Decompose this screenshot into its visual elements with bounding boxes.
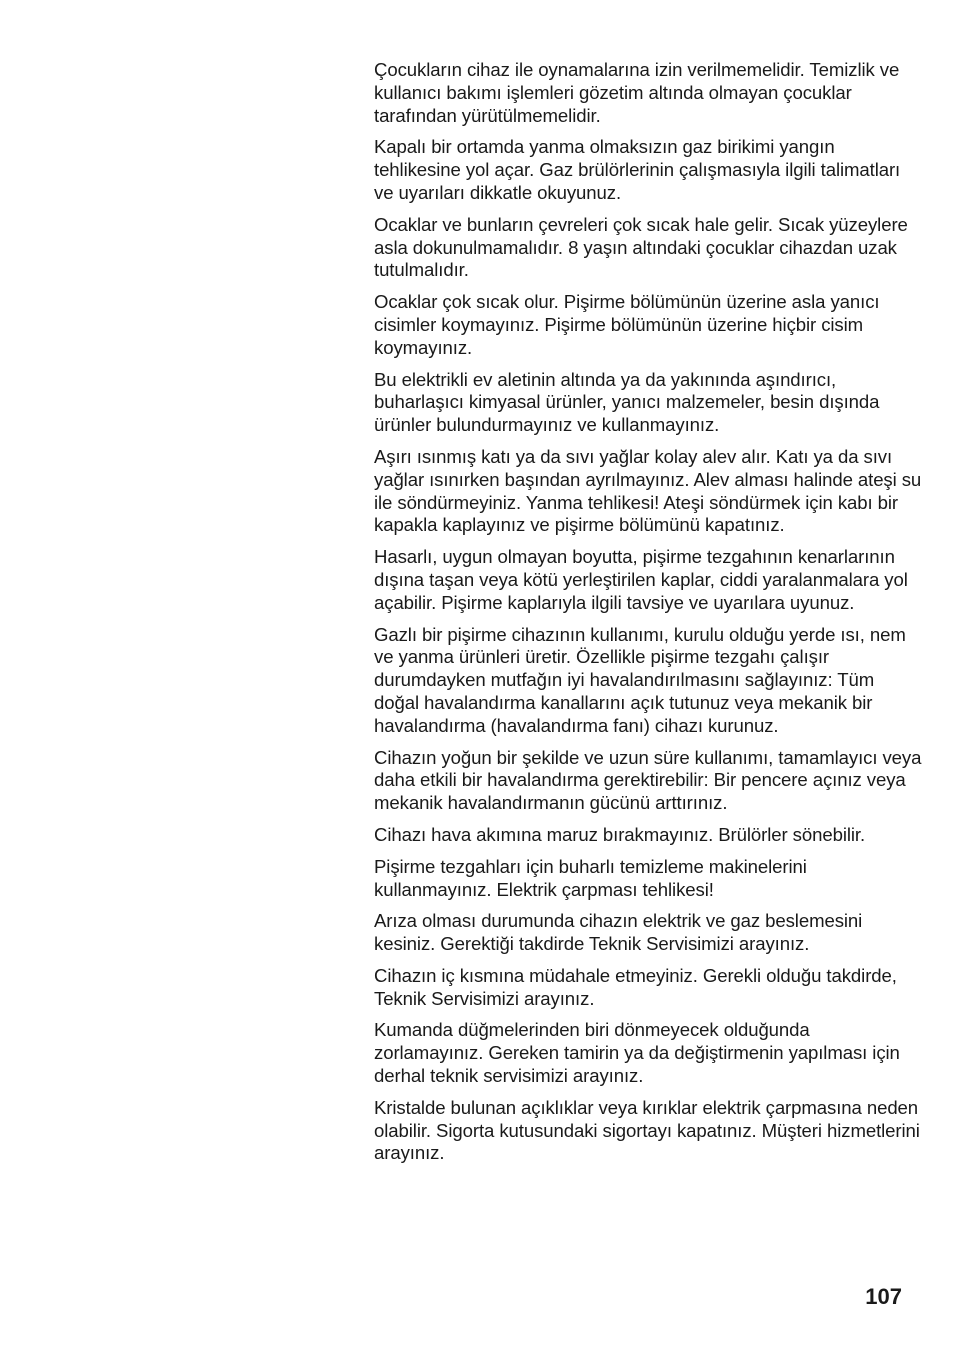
paragraph-control-knobs: Kumanda düğmelerinden biri dönmeyecek olduğunda zorlamayınız. Gereken tamirin ya da değiştirmenin yapılması için derhal teknik servisimizi arayınız. (374, 1019, 900, 1087)
paragraph-chemical-products: Bu elektrikli ev aletinin altında ya da yakınında aşındırıcı, buharlaşıcı kimyasal ürünler, yanıcı malzemeler, besin dışında ürünler bulundurmayınız ve kullanmayınız. (374, 368, 880, 436)
paragraph-overheated-oils: Aşırı ısınmış katı ya da sıvı yağlar kolay alev alır. Katı ya da sıvı yağlar ısınırken başından ayrılmayınız. Alev alması halinde ateşi su ile söndürmeyiniz. Yanma tehlikesi! Ateşi söndürmek için kabı bir kapakla kaplayınız ve pişirme bölümünü kapatınız. (374, 445, 922, 536)
paragraph-intensive-use: Cihazın yoğun bir şekilde ve uzun süre kullanımı, tamamlayıcı veya daha etkili bir havalandırma gerektirebilir: Bir pencere açınız veya mekanik havalandırmanın gücünü arttırınız. (374, 746, 922, 814)
paragraph-children-supervision: Çocukların cihaz ile oynamalarına izin verilmemelidir. Temizlik ve kullanıcı bakımı işlemleri gözetim altında olmayan çocuklar tarafından yürütülmemelidir. (374, 59, 900, 126)
paragraph-hot-surfaces: Ocaklar ve bunların çevreleri çok sıcak hale gelir. Sıcak yüzeylere asla dokunulmamalıdır. 8 yaşın altındaki çocuklar cihazdan uzak tutulmalıdır. (374, 213, 908, 281)
paragraph-internal-repairs: Cihazın iç kısmına müdahale etmeyiniz. Gerekli olduğu takdirde, Teknik Servisimizi arayınız. (374, 964, 897, 1009)
paragraph-damaged-pans: Hasarlı, uygun olmayan boyutta, pişirme tezgahının kenarlarının dışına taşan veya kötü yerleştirilen kaplar, ciddi yaralanmalara yol açabilir. Pişirme kaplarıyla ilgili tavsiye ve uyarılara uyunuz. (374, 546, 908, 613)
paragraph-malfunction: Arıza olması durumunda cihazın elektrik ve gaz beslemesini kesiniz. Gerektiği takdirde Teknik Servisimizi arayınız. (374, 910, 863, 955)
paragraph-flammable-objects: Ocaklar çok sıcak olur. Pişirme bölümünün üzerine asla yanıcı cisimler koymayınız. Pişirme bölümünün üzerine hiçbir cisim koymayınız. (374, 291, 880, 358)
paragraph-steam-cleaners: Pişirme tezgahları için buharlı temizleme makinelerini kullanmayınız. Elektrik çarpması tehlikesi! (374, 855, 807, 900)
page-number: 107 (865, 1284, 902, 1309)
paragraph-ventilation: Gazlı bir pişirme cihazının kullanımı, kurulu olduğu yerde ısı, nem ve yanma ürünleri üretir. Özellikle pişirme tezgahı çalışır durumdayken mutfağın iyi havalandırılmasını sağlayınız: Tüm doğal havalandırma kanallarını açık tutunuz veya mekanik bir havalandırma (havalandırma fanı) cihazı kurunuz. (374, 623, 906, 736)
paragraph-gas-accumulation: Kapalı bir ortamda yanma olmaksızın gaz birikimi yangın tehlikesine yol açar. Gaz brülörlerinin çalışmasıyla ilgili talimatları ve uyarıları dikkatle okuyunuz. (374, 136, 901, 203)
paragraph-draughts: Cihazı hava akımına maruz bırakmayınız. Brülörler sönebilir. (374, 823, 866, 845)
safety-instructions-column (374, 59, 922, 1174)
paragraph-glass-cracks: Kristalde bulunan açıklıklar veya kırıklar elektrik çarpmasına neden olabilir. Sigorta kutusundaki sigortayı kapatınız. Müşteri hizmetlerini arayınız. (374, 1096, 920, 1164)
